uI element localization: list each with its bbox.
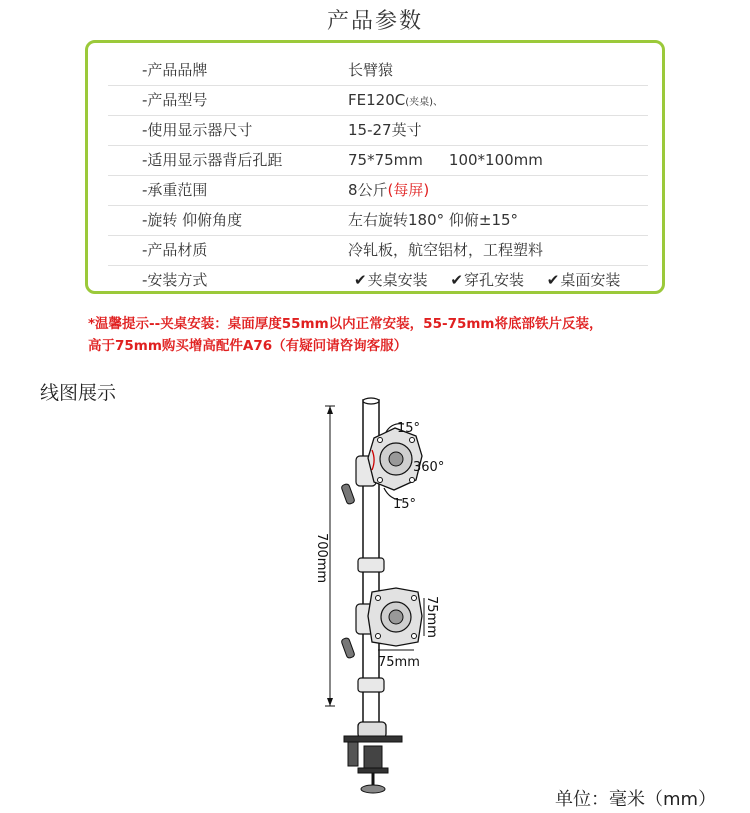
rotate-label: 360° bbox=[413, 460, 445, 475]
notice-line-2: 高于75mm购买增高配件A76（有疑问请咨询客服） bbox=[88, 338, 408, 354]
spec-value: 长臂猿 bbox=[348, 61, 394, 79]
install-option: ✔桌面安装 bbox=[547, 265, 621, 295]
spec-label: -适用显示器背后孔距 bbox=[142, 151, 283, 169]
pole-collar bbox=[358, 558, 384, 572]
spec-value bbox=[348, 145, 543, 175]
model-note: (夹桌)、 bbox=[405, 97, 444, 108]
spec-label: -产品型号 bbox=[142, 91, 208, 109]
model-code: FE120C bbox=[348, 91, 406, 109]
spec-value: 左右旋转180° 仰俯±15° bbox=[348, 211, 519, 229]
spec-label: -产品材质 bbox=[142, 241, 208, 259]
vesa-large: 100*100mm bbox=[448, 151, 543, 169]
spec-value: 冷轧板，航空铝材，工程塑料 bbox=[348, 241, 544, 259]
install-notice bbox=[88, 313, 603, 357]
monitor-arm-drawing bbox=[300, 396, 480, 801]
check-icon: ✔ bbox=[354, 271, 367, 289]
spec-value bbox=[348, 85, 443, 118]
spec-label: -旋转 仰俯角度 bbox=[142, 211, 243, 229]
pole-collar bbox=[358, 678, 384, 692]
spec-value bbox=[348, 175, 429, 205]
spec-row-size bbox=[108, 115, 648, 146]
spec-row-rotation bbox=[108, 205, 648, 236]
spec-row-load bbox=[108, 175, 648, 206]
spec-row-material bbox=[108, 235, 648, 266]
vesa-height-label: 75mm bbox=[424, 596, 439, 638]
lower-mount bbox=[341, 588, 439, 670]
unit-note: 单位：毫米（mm） bbox=[555, 789, 717, 810]
check-icon: ✔ bbox=[450, 271, 463, 289]
spec-label: -承重范围 bbox=[142, 181, 208, 199]
desk-clamp bbox=[344, 722, 402, 793]
spec-table bbox=[85, 40, 665, 294]
tilt-down-label: 15° bbox=[393, 497, 417, 512]
spec-row-vesa bbox=[108, 145, 648, 176]
spec-label: -安装方式 bbox=[142, 271, 208, 289]
load-note: (每屏) bbox=[387, 181, 430, 199]
spec-label: -使用显示器尺寸 bbox=[142, 121, 253, 139]
spec-row-model bbox=[108, 85, 648, 116]
notice-line-1: *温馨提示--夹桌安装：桌面厚度55mm以内正常安装，55-75mm将底部铁片反装， bbox=[88, 316, 603, 332]
tilt-up-label: 15° bbox=[397, 421, 421, 436]
page-title: 产品参数 bbox=[326, 9, 423, 34]
spec-row-install bbox=[108, 265, 648, 295]
vesa-small: 75*75mm bbox=[348, 151, 423, 169]
upper-mount bbox=[341, 421, 445, 512]
install-options bbox=[354, 265, 620, 295]
spec-row-brand bbox=[108, 55, 648, 86]
load-value: 8公斤 bbox=[348, 181, 388, 199]
install-option: ✔穿孔安装 bbox=[450, 265, 524, 295]
check-icon: ✔ bbox=[546, 271, 560, 289]
spec-value: 15-27英寸 bbox=[348, 121, 422, 139]
spec-label: -产品品牌 bbox=[142, 61, 208, 79]
height-dimension bbox=[314, 406, 335, 706]
height-label: 700mm bbox=[314, 532, 329, 584]
install-option: ✔夹桌安装 bbox=[354, 265, 428, 295]
vesa-width-label: 75mm bbox=[378, 655, 420, 670]
section-title: 线图展示 bbox=[40, 382, 117, 404]
